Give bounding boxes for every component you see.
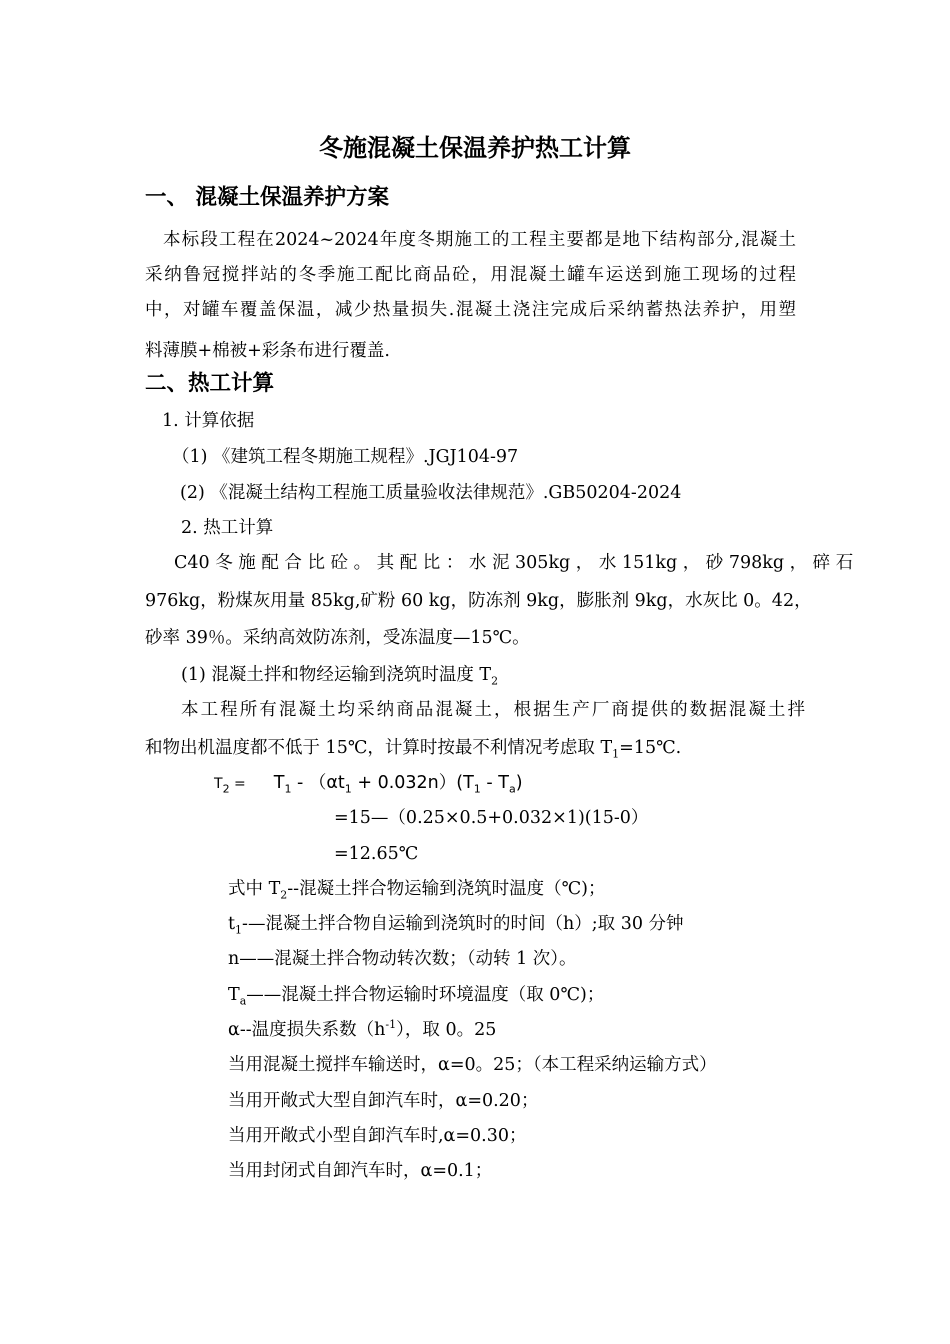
formula-line-2: =15—（0.25×0.5+0.032×1)(15-0） [334,808,649,828]
where-line-7: 当用开敞式大型自卸汽车时，α=0.20； [228,1091,539,1111]
where-line-6: 当用混凝土搅拌车输送时，α=0。25；（本工程采纳运输方式） [228,1055,717,1075]
reference-1: （1) 《建筑工程冬期施工规程》.JGJ104-97 [172,447,519,467]
mix-line-1: C40 冬 施 配 合 比 砼 。 其 配 比 ： 水 泥 305kg ， 水 151kg ， 砂 798kg ， 碎 石 [174,553,854,573]
where-line-4: $T_a——$混凝土拌合物运输时环境温度（取 0℃)； [228,985,605,1008]
mix-line-3: 砂率 39％。采纳高效防冻剂，受冻温度—15℃。 [145,628,530,648]
where-line-5: α--温度损失系数$(h^{-1})$，取 0。25 [228,1018,497,1040]
reference-2: (2) 《混凝土结构工程施工质量验收法律规范》.GB50204-2024 [180,483,682,503]
document-title: 冬施混凝土保温养护热工计算 [319,133,631,162]
formula-line-3: =12.65℃ [334,844,419,864]
paragraph-line-2: 和物出机温度都不低于 15℃，计算时按最不利情况考虑取 $T_1=15℃$. [145,738,682,761]
formula-line-1: $T_2 = T_1 - (\alpha t_1 + 0.032n)(T_1 - T_a)$ [214,773,523,796]
subsection-1-heading: (1) 混凝土拌和物经运输到浇筑时温度 $T_2$ [181,665,499,688]
mix-line-2: 976kg，粉煤灰用量 85kg,矿粉 60 kg，防冻剂 9kg，膨胀剂 9kg，水灰比 0。42， [145,591,812,611]
section1-line-4: 料薄膜+棉被+彩条布进行覆盖. [145,341,390,361]
basis-label: 1. 计算依据 [162,411,255,431]
where-line-3: n——混凝土拌合物动转次数；（动转 1 次）。 [228,949,577,969]
where-line-2: $t_1-—$混凝土拌合物自运输到浇筑时的时间（h）;取 30 分钟 [228,914,684,937]
section1-heading: 一、 混凝土保温养护方案 [145,185,389,210]
paragraph-line-1: 本工程所有混凝土均采纳商品混凝土，根据生产厂商提供的数据混凝土拌 [181,700,805,720]
calc-label: 2. 热工计算 [181,518,274,538]
section1-line-3: 中，对罐车覆盖保温，减少热量损失.混凝土浇注完成后采纳蓄热法养护，用塑 [145,300,796,320]
where-line-8: 当用开敞式小型自卸汽车时,α=0.30； [228,1126,527,1146]
where-line-1: 式中 $T_2--$混凝土拌合物运输到浇筑时温度（℃)； [228,879,606,902]
section1-line-2: 采纳鲁冠搅拌站的冬季施工配比商品砼，用混凝土罐车运送到施工现场的过程 [145,265,796,285]
section1-line-1: 本标段工程在2024~2024年度冬期施工的工程主要都是地下结构部分,混凝土 [163,230,796,250]
section2-heading: 二、热工计算 [145,371,275,396]
where-line-9: 当用封闭式自卸汽车时，α=0.1； [228,1161,493,1181]
